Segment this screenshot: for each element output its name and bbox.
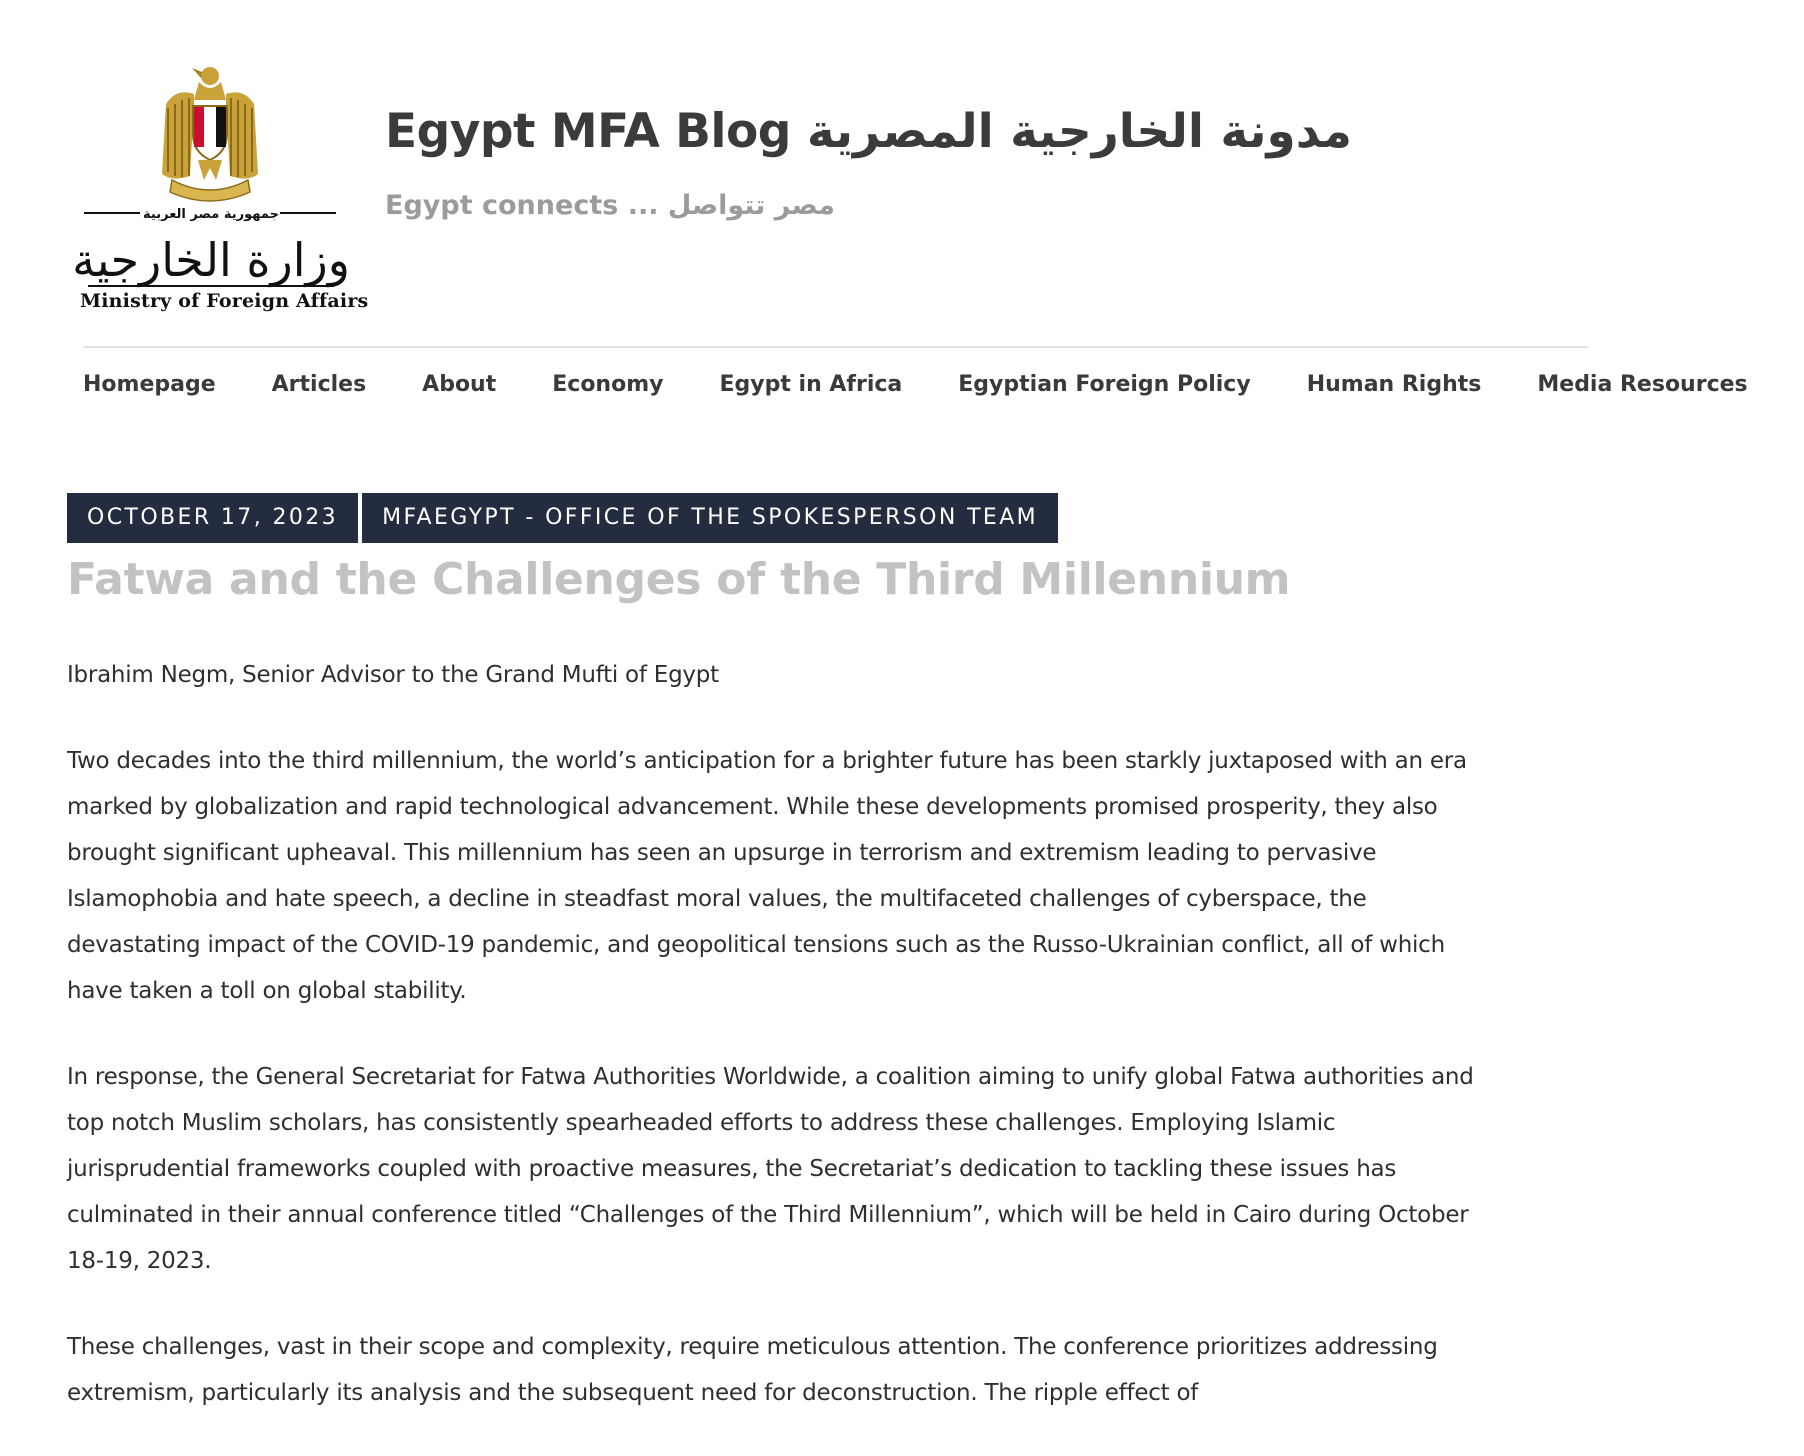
eagle-emblem-icon [72,64,350,290]
site-title[interactable]: Egypt MFA Blog مدونة الخارجية المصرية [385,104,1353,159]
nav-divider [83,346,1588,348]
post-byline: Ibrahim Negm, Senior Advisor to the Grand Mufti of Egypt [67,662,719,688]
nav-item-egyptian-foreign-policy[interactable]: Egyptian Foreign Policy [958,372,1251,397]
logo-english-name: Ministry of Foreign Affairs [80,290,369,312]
post-paragraph-2: In response, the General Secretariat for Fatwa Authorities Worldwide, a coalition aiming to unify global Fatwa authorities and top notch Muslim scholars, has consistently spearheaded efforts to address these challenges. Employing Islamic jurisprudential frameworks coupled with proactive measures, the Secretariat’s dedication to tackling these issues has culminated in their annual conference titled “Challenges of the Third Millennium”, which will be held in Cairo during October 18-19, 2023. [67,1064,1474,1274]
nav-item-egypt-in-africa[interactable]: Egypt in Africa [719,372,903,397]
site-header [0,0,1588,340]
logo-arabic-main: وزارة الخارجية [72,233,350,287]
post-author-badge[interactable]: MFAEGYPT - OFFICE OF THE SPOKESPERSON TEAM [362,493,1058,543]
logo-arabic-top: جمهورية مصر العربية [143,207,279,222]
nav-item-about[interactable]: About [422,372,497,397]
nav-item-homepage[interactable]: Homepage [83,372,216,397]
post-date-badge[interactable]: OCTOBER 17, 2023 [67,493,358,543]
post-paragraph-1: Two decades into the third millennium, the world’s anticipation for a brighter future has been starkly juxtaposed with an era marked by globalization and rapid technological advancement. While these developments promised prosperity, they also brought significant upheaval. This millennium has seen an upsurge in terrorism and extremism leading to pervasive Islamophobia and hate speech, a decline in steadfast moral values, the multifaceted challenges of cyberspace, the devastating impact of the COVID-19 pandemic, and geopolitical tensions such as the Russo-Ukrainian conflict, all of which have taken a toll on global stability. [67,748,1467,1004]
main-navigation [83,366,1748,406]
nav-item-articles[interactable]: Articles [271,372,367,397]
post-title: Fatwa and the Challenges of the Third Millennium [67,554,1291,605]
nav-item-media-resources[interactable]: Media Resources [1537,372,1748,397]
post-body [67,652,1487,1456]
ministry-logo[interactable] [72,64,369,324]
nav-item-economy[interactable]: Economy [552,372,664,397]
post-paragraph-3: These challenges, vast in their scope and complexity, require meticulous attention. The conference prioritizes addressing extremism, particularly its analysis and the subsequent need for deconstruction. The ripple effect of [67,1334,1438,1406]
post-meta [67,493,1062,543]
nav-item-human-rights[interactable]: Human Rights [1306,372,1482,397]
site-tagline: Egypt connects ... مصر تتواصل [385,190,835,221]
